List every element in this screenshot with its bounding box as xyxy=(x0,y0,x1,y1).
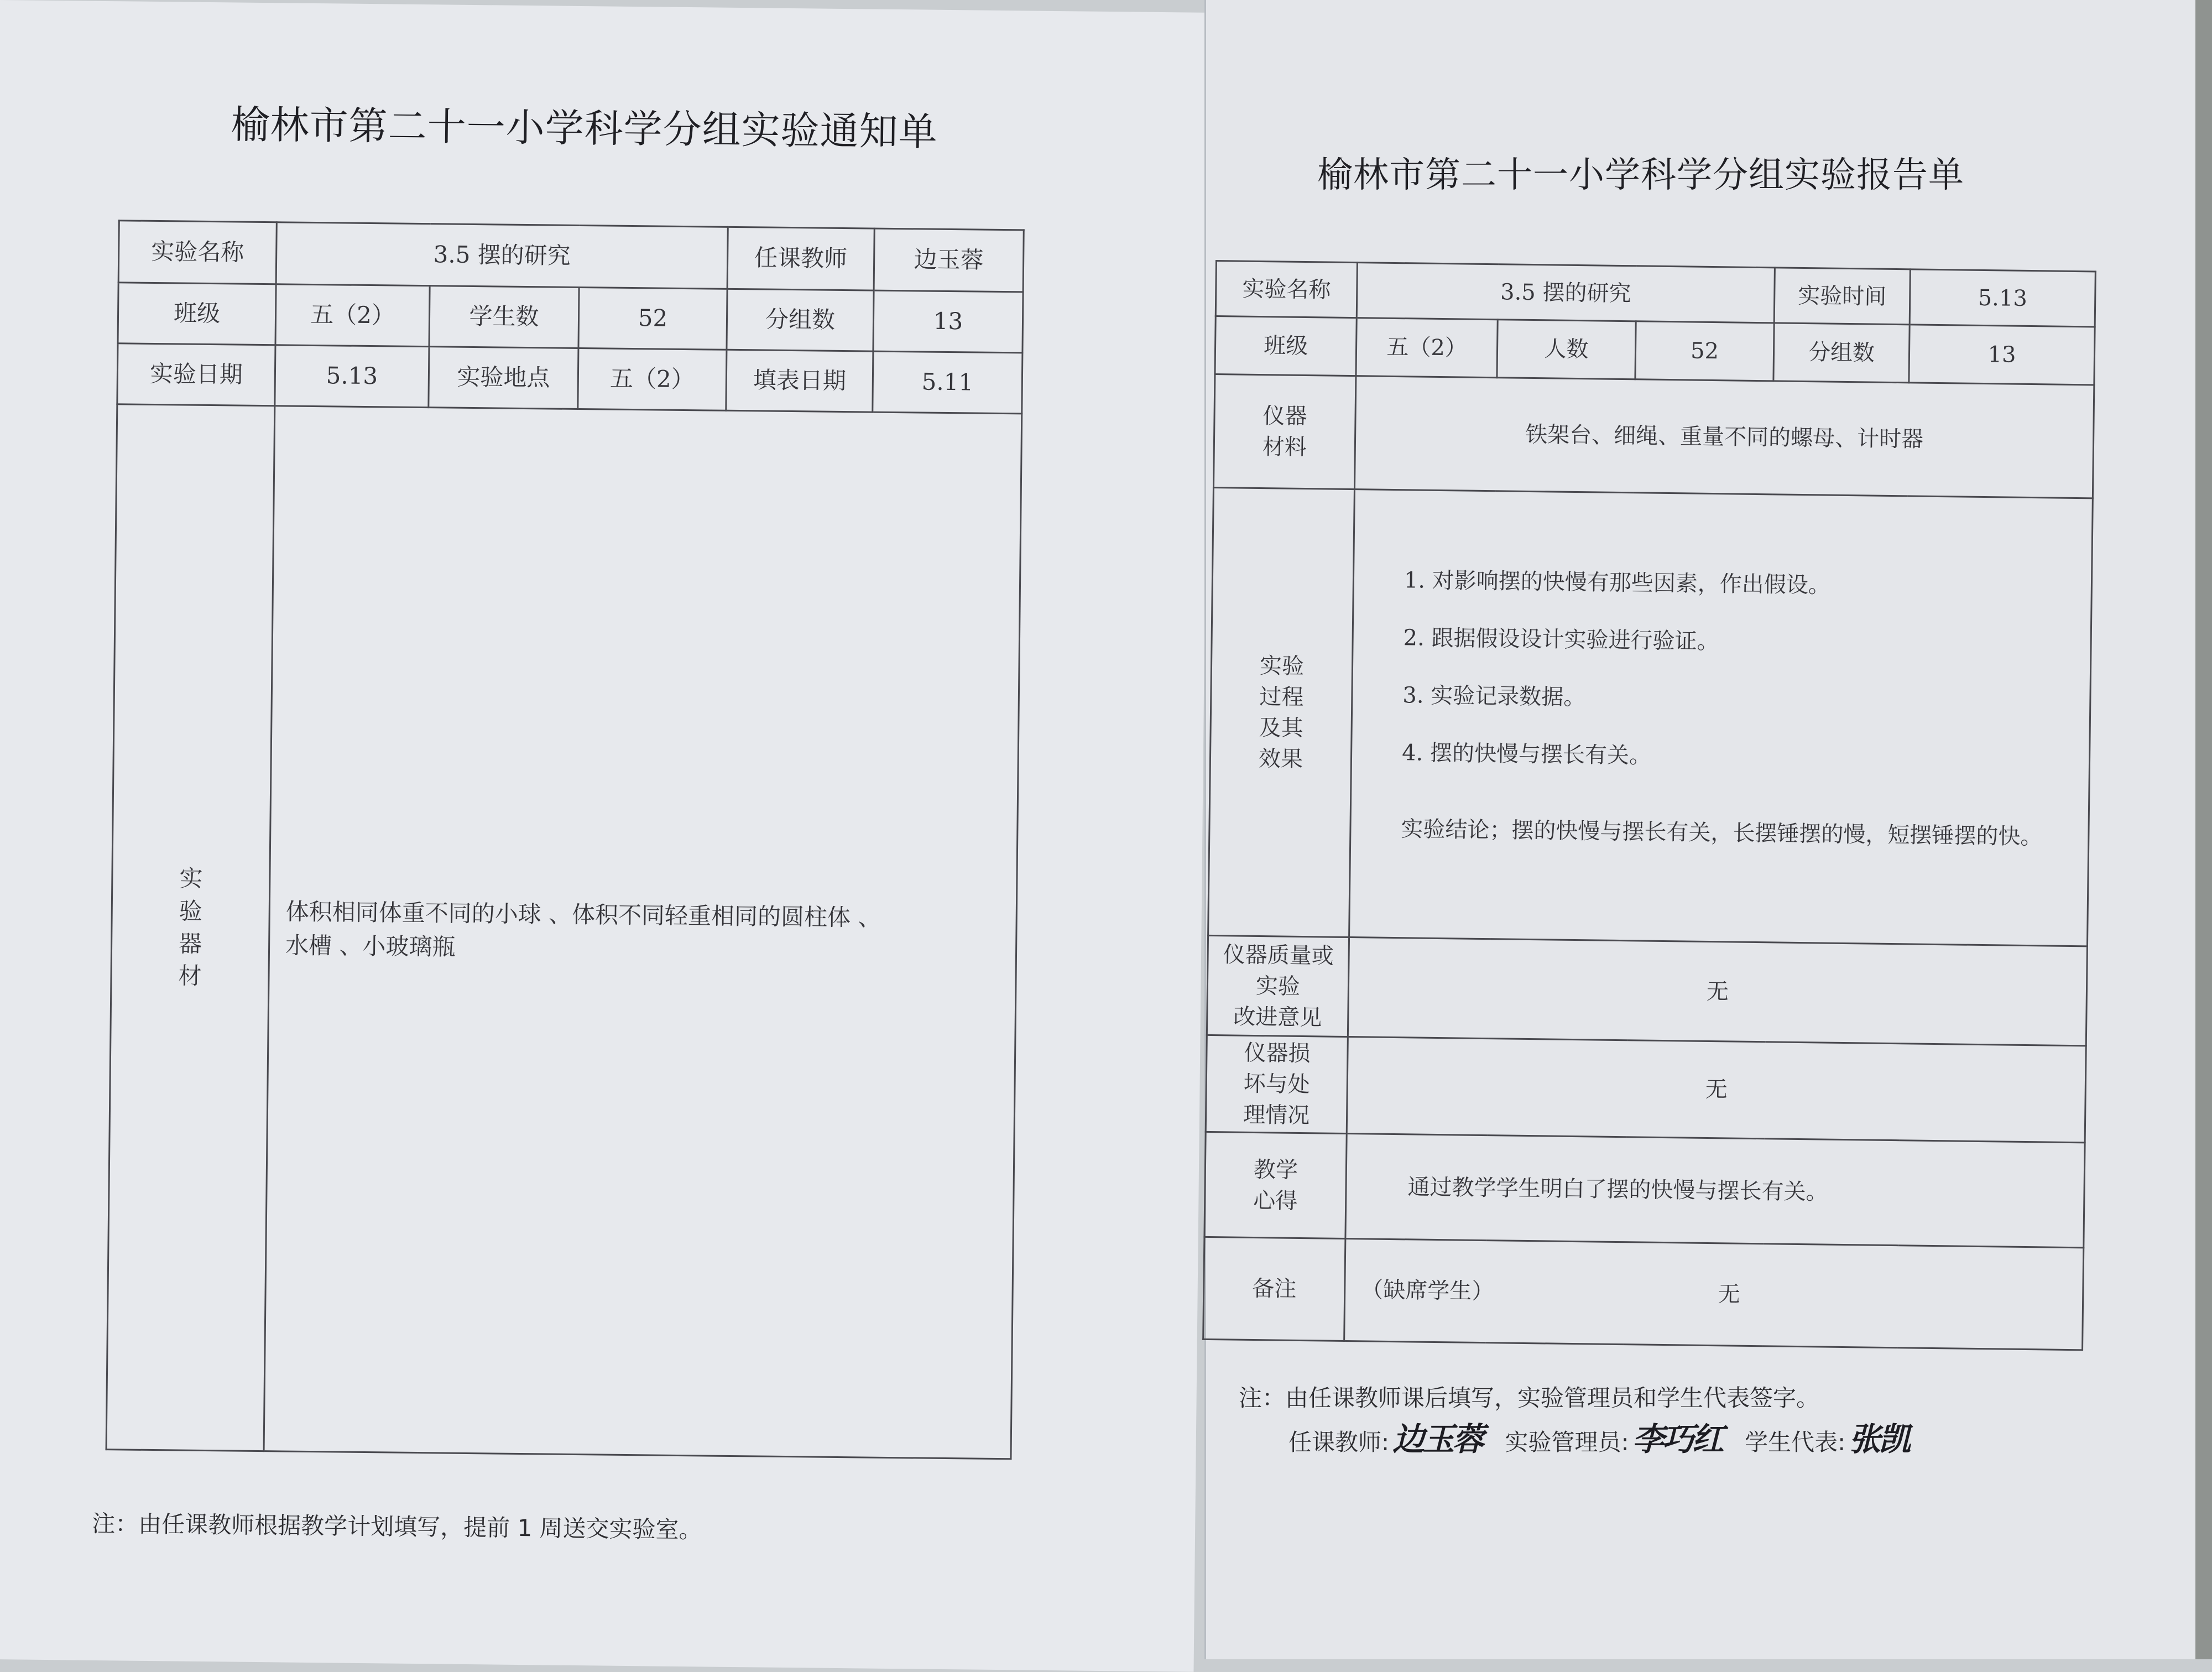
report-label-damage: 仪器损 坏与处 理情况 xyxy=(1206,1035,1348,1133)
teacher-signature: 边玉蓉 xyxy=(1392,1420,1483,1458)
report-label-class: 班级 xyxy=(1215,316,1357,376)
notice-experiment-date: 5.13 xyxy=(275,345,429,408)
report-quality: 无 xyxy=(1348,937,2087,1046)
report-label-reflection: 教学 心得 xyxy=(1204,1132,1347,1238)
report-title: 榆林市第二十一小学科学分组实验报告单 xyxy=(1317,155,1964,196)
notice-label-equipment: 实 验 器 材 xyxy=(106,404,275,1451)
report-process xyxy=(1349,489,2093,946)
report-label-process: 实验 过程 及其 效果 xyxy=(1208,487,1355,937)
notice-class: 五（2） xyxy=(275,284,430,347)
notice-teacher: 边玉蓉 xyxy=(874,228,1024,292)
notice-fill-date: 5.11 xyxy=(873,351,1022,414)
notice-experiment-name: 3.5 摆的研究 xyxy=(276,222,728,289)
step-1: 1. 对影响摆的快慢有那些因素，作出假设。 xyxy=(1404,567,1831,598)
signature-line xyxy=(1288,1413,1924,1460)
report-materials: 铁架台、细绳、重量不同的螺母、计时器 xyxy=(1354,376,2094,498)
step-2: 2. 跟据假设设计实验进行验证。 xyxy=(1403,624,1719,654)
notice-students: 52 xyxy=(578,287,727,350)
report-label-people: 人数 xyxy=(1497,320,1636,379)
report-people: 52 xyxy=(1635,321,1774,381)
absent-label: （缺席学生） xyxy=(1360,1277,1494,1305)
report-label-experiment-time: 实验时间 xyxy=(1774,268,1910,325)
step-3: 3. 实验记录数据。 xyxy=(1402,682,1586,710)
report-label-materials: 仪器 材料 xyxy=(1213,374,1355,489)
report-experiment-name: 3.5 摆的研究 xyxy=(1357,263,1775,323)
step-4: 4. 摆的快慢与摆长有关。 xyxy=(1401,739,1652,769)
report-remarks xyxy=(1344,1239,2084,1350)
absent-value: 无 xyxy=(1718,1282,1740,1308)
notice-label-students: 学生数 xyxy=(429,286,579,348)
notice-equipment: 体积相同体重不同的小球 、体积不同轻重相同的圆柱体 、 水槽 、小玻璃瓶 xyxy=(264,406,1022,1459)
report-reflection: 通过教学学生明白了摆的快慢与摆长有关。 xyxy=(1345,1134,2085,1248)
notice-label-fill-date: 填表日期 xyxy=(726,350,873,412)
notice-label-experiment-date: 实验日期 xyxy=(117,343,275,406)
report-label-groups: 分组数 xyxy=(1773,323,1910,383)
background-edge xyxy=(2195,0,2212,1659)
notice-title: 榆林市第二十一小学科学分组实验通知单 xyxy=(231,102,938,155)
admin-signature: 李巧红 xyxy=(1632,1420,1722,1458)
notice-label-groups: 分组数 xyxy=(727,289,874,351)
notice-label-teacher: 任课教师 xyxy=(727,227,874,290)
report-damage: 无 xyxy=(1347,1037,2086,1143)
notice-note: 注：由任课教师根据教学计划填写，提前 1 周送交实验室。 xyxy=(91,1509,702,1544)
student-sign-label: 学生代表: xyxy=(1745,1429,1846,1456)
report-class: 五（2） xyxy=(1356,318,1498,378)
report-table xyxy=(1202,260,2096,1351)
notice-label-class: 班级 xyxy=(118,283,276,345)
notice-location: 五（2） xyxy=(578,348,727,410)
notice-label-location: 实验地点 xyxy=(429,347,578,409)
notice-table xyxy=(106,220,1025,1460)
report-groups: 13 xyxy=(1909,325,2095,385)
student-signature: 张凯 xyxy=(1849,1420,1909,1458)
report-label-quality: 仪器质量或 实验 改进意见 xyxy=(1207,935,1349,1036)
conclusion: 实验结论；摆的快慢与摆长有关，长摆锤摆的慢，短摆锤摆的快。 xyxy=(1401,816,2043,850)
report-label-experiment-name: 实验名称 xyxy=(1215,261,1357,318)
notice-groups: 13 xyxy=(873,290,1023,353)
notice-label-experiment-name: 实验名称 xyxy=(118,221,276,284)
report-experiment-time: 5.13 xyxy=(1910,269,2095,327)
report-label-remarks: 备注 xyxy=(1203,1237,1345,1341)
report-note: 注：由任课教师课后填写，实验管理员和学生代表签字。 xyxy=(1239,1384,1820,1411)
teacher-sign-label: 任课教师: xyxy=(1288,1429,1390,1456)
admin-sign-label: 实验管理员: xyxy=(1505,1429,1629,1456)
